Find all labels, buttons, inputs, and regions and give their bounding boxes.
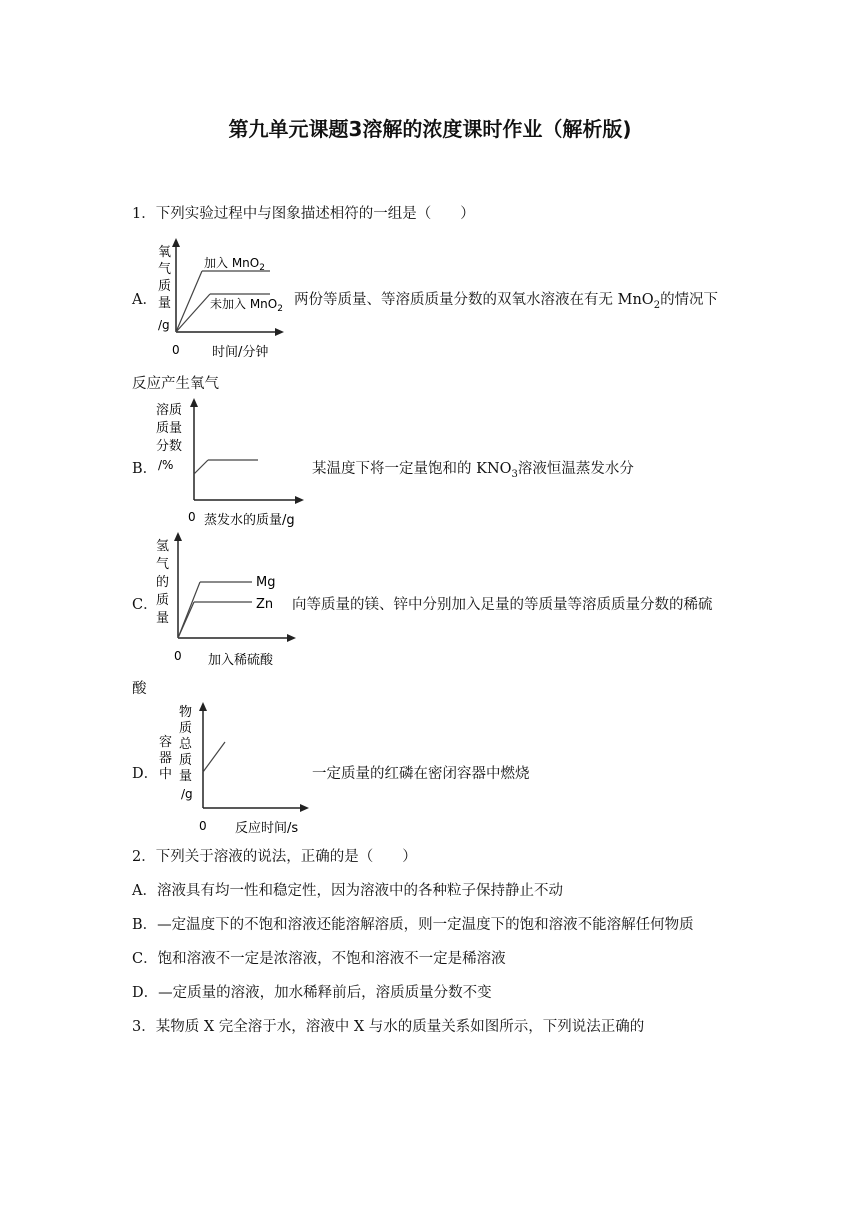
x-axis-arrow (275, 328, 284, 336)
y-axis-arrow (172, 238, 180, 247)
y-label-char: 氢 (156, 539, 170, 554)
question-3-stem: 3．某物质 X 完全溶于水，溶液中 X 与水的质量关系如图所示，下列说法正确的 (132, 1019, 645, 1035)
y-label-char: 氧 (158, 245, 172, 260)
y-label-char: /g (158, 318, 170, 332)
y-label-line: /% (158, 458, 174, 472)
y-label-char: /g (181, 787, 193, 801)
q1-option-b-label: B． (132, 461, 158, 477)
origin-label: 0 (172, 343, 180, 357)
page-title: 第九单元课题3溶解的浓度课时作业（解析版) (228, 117, 632, 141)
q1-option-a-text: 两份等质量、等溶质质量分数的双氧水溶液在有无 MnO$_2$的情况下 (294, 292, 719, 311)
line-with-mno2 (176, 271, 202, 332)
y-label-char: 物 (179, 705, 193, 720)
q1-option-c-text-cont: 酸 (132, 681, 147, 697)
q1-option-d-text: 一定质量的红磷在密闭容器中燃烧 (312, 766, 530, 782)
q1-option-c-label: C． (132, 597, 158, 613)
q2-option-b: B．—定温度下的不饱和溶液还能溶解溶质，则一定温度下的饱和溶液不能溶解任何物质 (132, 917, 694, 933)
y-label-char: 质 (158, 279, 172, 294)
q2-option-a: A．溶液具有均一性和稳定性，因为溶液中的各种粒子保持静止不动 (132, 883, 563, 899)
q2-option-c: C．饱和溶液不一定是浓溶液，不饱和溶液不一定是稀溶液 (132, 951, 506, 967)
question-2-stem: 2．下列关于溶液的说法，正确的是（ ） (132, 849, 417, 865)
y-label-char: 中 (159, 767, 173, 782)
y-label-char: 质 (179, 721, 193, 736)
x-axis-label: 时间/分钟 (212, 345, 269, 360)
origin-label: 0 (188, 510, 196, 524)
y-label-char: 容 (159, 735, 173, 750)
q1-option-c-text: 向等质量的镁、锌中分别加入足量的等质量等溶质质量分数的稀硫 (292, 597, 713, 613)
q2-option-d: D．—定质量的溶液，加水稀释前后，溶质质量分数不变 (132, 985, 492, 1001)
y-label-char: 量 (158, 296, 172, 311)
y-label-char: 器 (159, 751, 173, 766)
q1-a-graph (150, 236, 295, 364)
y-label-char: 气 (158, 262, 172, 277)
y-label-line: 溶质 (156, 403, 183, 418)
x-axis-label: 蒸发水的质量/g (204, 513, 295, 528)
x-axis-label: 加入稀硫酸 (208, 653, 274, 668)
q1-b-graph (150, 396, 315, 532)
q1-option-a-label: A． (132, 292, 157, 308)
q1-d-graph (155, 700, 315, 840)
y-label-char: 的 (156, 575, 170, 590)
line-without-mno2 (176, 294, 210, 332)
question-1-stem: 1．下列实验过程中与图象描述相符的一组是（ ） (132, 206, 475, 222)
y-label-char: 气 (156, 557, 170, 572)
q1-option-d-label: D． (132, 766, 159, 782)
q1-option-b-text: 某温度下将一定量饱和的 $KNO_3$溶液恒温蒸发水分 (312, 461, 634, 480)
y-label-line: 质量 (156, 421, 183, 436)
line-zn (178, 602, 194, 638)
svg-text:未加入 MnO2: 未加入 MnO$_2$ (210, 297, 283, 314)
line2-label: 未加入 MnO (210, 297, 278, 311)
q1-option-a-text-cont: 反应产生氧气 (132, 376, 219, 392)
y-label-char: 质 (179, 753, 193, 768)
line-concentration (194, 460, 208, 474)
y-label-char: 质 (156, 593, 170, 608)
origin-label: 0 (174, 649, 182, 663)
y-label-char: 总 (179, 737, 193, 752)
svg-text:加入 MnO2: 加入 MnO$_2$ (204, 256, 265, 273)
origin-label: 0 (199, 819, 207, 833)
y-label-char: 量 (156, 611, 170, 626)
y-label-char: 量 (179, 769, 193, 784)
x-axis-label: 反应时间/s (235, 821, 299, 836)
line-total-mass (203, 742, 225, 772)
y-label-line: 分数 (156, 439, 183, 454)
mg-label: Mg (256, 575, 276, 590)
zn-label: Zn (256, 597, 274, 612)
q1-c-graph (150, 530, 300, 672)
line1-label: 加入 MnO (204, 256, 260, 270)
